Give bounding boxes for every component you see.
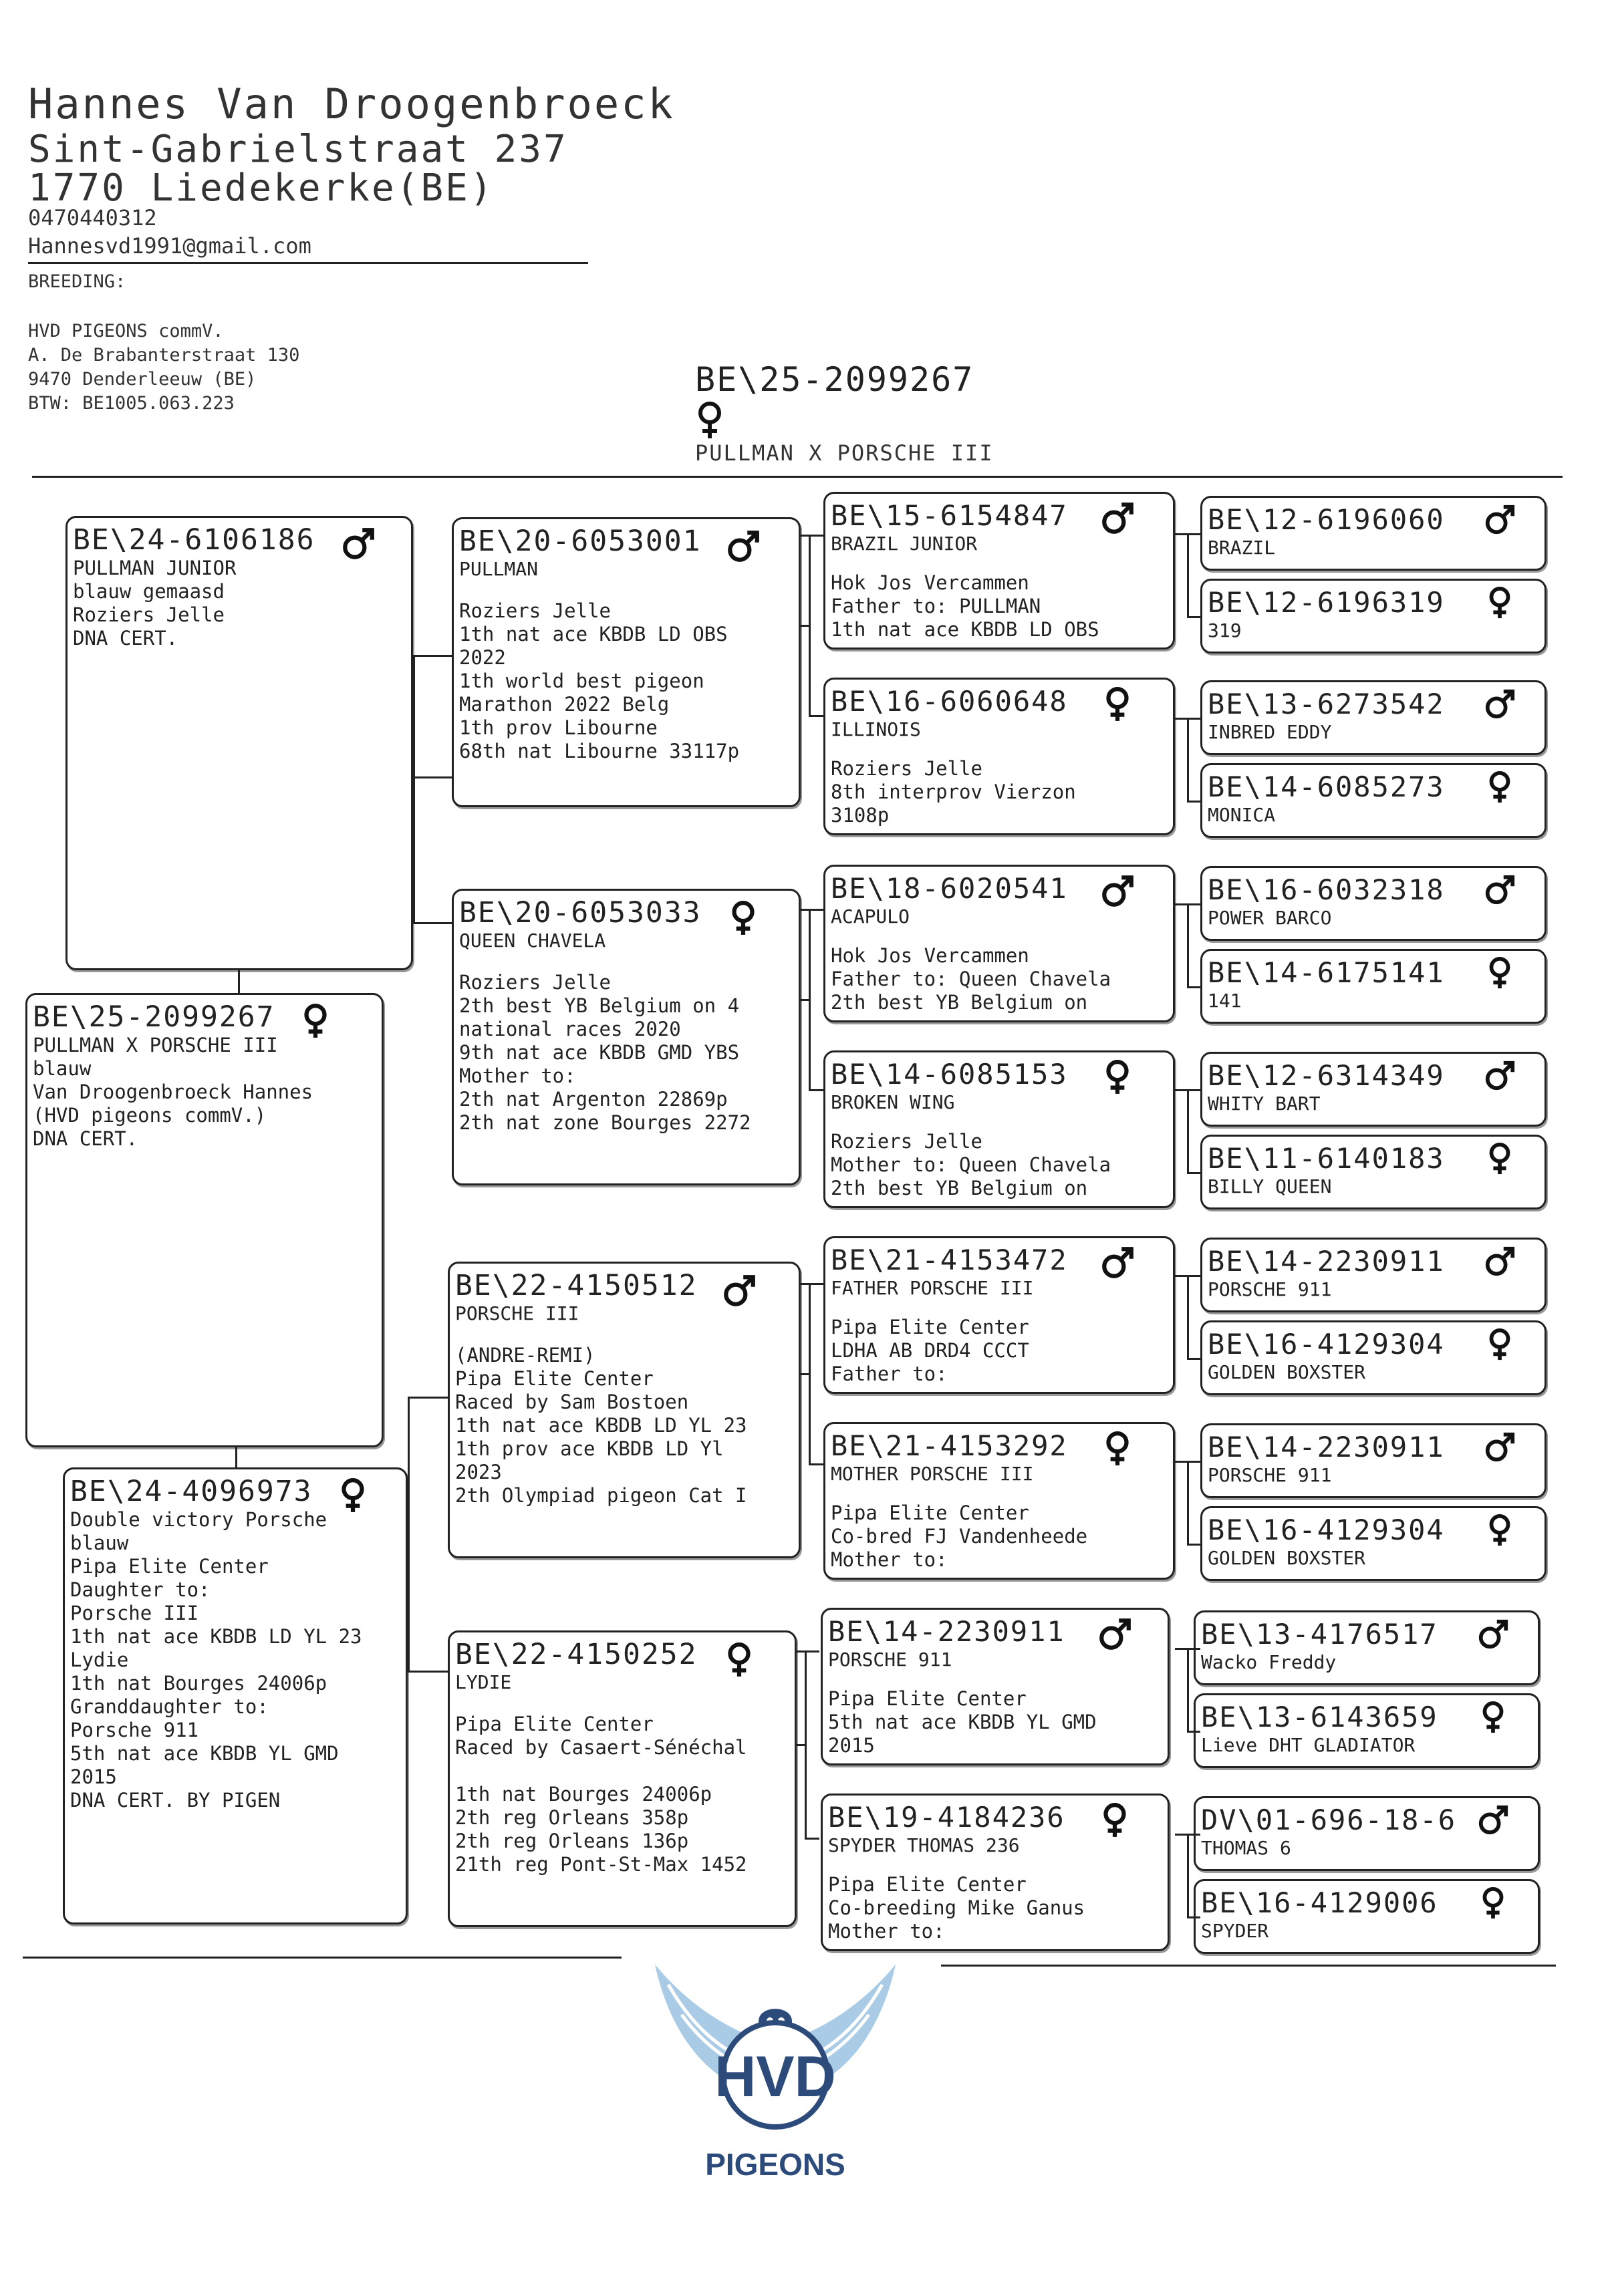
connector-line — [1187, 616, 1200, 618]
connector-line — [809, 1463, 823, 1465]
breeder-city: 1770 Liedekerke(BE) — [28, 166, 495, 210]
female-symbol-icon — [335, 1477, 371, 1514]
footer-line-right — [941, 1965, 1556, 1967]
ring-number: BE\18-6020541 — [831, 872, 1068, 905]
pedigree-detail-line: PULLMAN X PORSCHE III — [33, 1034, 278, 1056]
connector-line — [1187, 1275, 1189, 1358]
female-symbol-icon — [1483, 1514, 1516, 1547]
great-great-grandparent-card[interactable] — [1200, 763, 1547, 838]
great-grandparent-card[interactable] — [823, 865, 1175, 1022]
male-symbol-icon — [721, 1273, 757, 1309]
great-great-grandparent-card[interactable] — [1200, 1423, 1547, 1498]
pedigree-detail-line: DNA CERT. — [33, 1127, 138, 1150]
ring-number: BE\21-4153292 — [831, 1429, 1068, 1462]
pedigree-detail-line: 2th nat Argenton 22869p — [459, 1088, 728, 1111]
male-symbol-icon — [1483, 1431, 1516, 1464]
connector-line — [1175, 1275, 1188, 1277]
breeder-email[interactable]: Hannesvd1991@gmail.com — [28, 233, 311, 259]
sire-card[interactable] — [65, 516, 413, 970]
connector-line — [1187, 1172, 1200, 1174]
ring-number: BE\14-6085273 — [1208, 770, 1445, 803]
connector-line — [1175, 1089, 1188, 1091]
female-symbol-icon — [1099, 1059, 1135, 1095]
ring-number: BE\14-2230911 — [1208, 1431, 1445, 1463]
female-symbol-icon — [725, 900, 761, 936]
pedigree-detail-line: Mother to: — [831, 1548, 948, 1571]
pedigree-detail-line: blauw — [70, 1532, 129, 1554]
female-symbol-icon — [1097, 1802, 1133, 1838]
grandparent-card[interactable] — [448, 1262, 801, 1558]
pedigree-detail-line: Porsche 911 — [70, 1719, 199, 1741]
connector-line — [408, 1397, 410, 1671]
pigeon-name: INBRED EDDY — [1208, 721, 1332, 743]
great-great-grandparent-card[interactable] — [1200, 1052, 1547, 1127]
pedigree-detail-line: Hok Jos Vercammen — [831, 944, 1029, 967]
pedigree-detail-line: 1th nat ace KBDB LD OBS — [459, 623, 728, 645]
footer-line-left — [23, 1957, 622, 1959]
great-great-grandparent-card[interactable] — [1194, 1693, 1540, 1768]
pedigree-detail-line: Pipa Elite Center — [831, 1316, 1029, 1338]
pigeon-name: SPYDER THOMAS 236 — [828, 1834, 1020, 1856]
pedigree-detail-line: 1th nat Bourges 24006p — [70, 1672, 327, 1695]
connector-line — [413, 922, 452, 924]
pigeon-name: WHITY BART — [1208, 1093, 1321, 1115]
pigeon-name: 319 — [1208, 619, 1242, 641]
connector-line — [801, 1283, 823, 1285]
ring-number: BE\16-4129006 — [1201, 1886, 1438, 1919]
connector-line — [235, 1447, 237, 1467]
pigeon-name: POWER BARCO — [1208, 907, 1332, 929]
ring-number: BE\12-6196060 — [1208, 503, 1445, 536]
great-grandparent-card[interactable] — [823, 1236, 1175, 1394]
ring-number: BE\16-4129304 — [1208, 1328, 1445, 1360]
pedigree-detail-line: 1th nat Bourges 24006p — [455, 1783, 712, 1806]
pedigree-detail-line: (ANDRE-REMI) — [455, 1344, 595, 1367]
grandparent-card[interactable] — [452, 889, 801, 1185]
connector-line — [1187, 903, 1189, 986]
connector-line — [1187, 533, 1200, 535]
connector-line — [805, 1838, 819, 1840]
connector-line — [1187, 1648, 1189, 1731]
connector-line — [1187, 533, 1189, 616]
connector-line — [413, 655, 415, 922]
pedigree-detail-line: 8th interprov Vierzon — [831, 780, 1076, 803]
female-symbol-icon — [1483, 1328, 1516, 1361]
ring-number: BE\22-4150252 — [455, 1638, 698, 1671]
connector-line — [1175, 718, 1188, 720]
connector-line — [801, 535, 823, 537]
male-symbol-icon — [1476, 1804, 1510, 1837]
pedigree-detail-line: PULLMAN JUNIOR — [73, 557, 237, 579]
pedigree-detail-line: 2th best YB Belgium on — [831, 1177, 1088, 1199]
pedigree-detail-line: DNA CERT. — [73, 627, 178, 650]
pedigree-detail-line: 2015 — [70, 1765, 117, 1788]
pedigree-detail-line: 5th nat ace KBDB YL GMD — [828, 1711, 1097, 1733]
logo-caption: PIGEONS — [705, 2147, 845, 2182]
connector-line — [1175, 533, 1188, 535]
connector-line — [1187, 986, 1200, 988]
pedigree-detail-line: 2th best YB Belgium on 4 — [459, 994, 740, 1017]
pedigree-detail-line: 1th nat ace KBDB LD YL 23 — [70, 1625, 362, 1648]
pedigree-detail-line: Lydie — [70, 1648, 129, 1671]
ring-number: BE\12-6196319 — [1208, 586, 1445, 619]
ring-number: BE\13-6273542 — [1208, 688, 1445, 720]
male-symbol-icon — [1483, 873, 1516, 907]
ring-number: BE\16-4129304 — [1208, 1514, 1445, 1546]
pedigree-detail-line: Pipa Elite Center — [831, 1501, 1029, 1524]
hvd-pigeons-logo — [628, 1958, 922, 2198]
great-grandparent-card[interactable] — [821, 1608, 1170, 1765]
great-great-grandparent-card[interactable] — [1200, 1135, 1547, 1209]
connector-line — [1187, 1916, 1200, 1918]
logo-text: HVD — [714, 2045, 836, 2109]
connector-line — [413, 655, 452, 657]
great-great-grandparent-card[interactable] — [1200, 579, 1547, 654]
great-great-grandparent-card[interactable] — [1200, 680, 1547, 755]
pedigree-detail-line: Roziers Jelle — [831, 1130, 982, 1153]
ring-number: BE\11-6140183 — [1208, 1142, 1445, 1175]
ring-number: BE\16-6060648 — [831, 685, 1068, 718]
connector-line — [1175, 903, 1188, 905]
ring-number: BE\24-6106186 — [73, 523, 315, 557]
pedigree-detail-line: Pipa Elite Center — [828, 1687, 1027, 1710]
ring-number: BE\25-2099267 — [33, 1000, 275, 1034]
pedigree-detail-line: 1th nat ace KBDB LD OBS — [831, 618, 1099, 641]
male-symbol-icon — [1483, 688, 1516, 721]
female-symbol-icon — [1099, 686, 1135, 722]
ring-number: BE\19-4184236 — [828, 1801, 1065, 1834]
female-symbol-icon — [1099, 1431, 1135, 1467]
connector-line — [797, 1651, 819, 1653]
pigeon-name: FATHER PORSCHE III — [831, 1277, 1034, 1299]
pedigree-detail-line: Pipa Elite Center — [455, 1367, 654, 1390]
ring-number: BE\13-4176517 — [1201, 1618, 1438, 1651]
pedigree-detail-line: 68th nat Libourne 33117p — [459, 740, 740, 762]
connector-line — [1187, 1544, 1200, 1546]
pedigree-detail-line: Daughter to: — [70, 1578, 211, 1601]
pigeon-name: GOLDEN BOXSTER — [1208, 1361, 1366, 1383]
male-symbol-icon — [340, 526, 376, 562]
great-great-grandparent-card[interactable] — [1200, 1238, 1547, 1312]
pedigree-detail-line: Hok Jos Vercammen — [831, 571, 1029, 594]
connector-line — [1187, 718, 1189, 801]
pedigree-detail-line: 2015 — [828, 1734, 875, 1757]
female-symbol-icon — [1483, 770, 1516, 804]
pigeon-name: ACAPULO — [831, 905, 910, 927]
ring-number: BE\14-2230911 — [1208, 1245, 1445, 1278]
pigeon-name: Wacko Freddy — [1201, 1651, 1337, 1673]
pedigree-detail-line: 3108p — [831, 804, 890, 827]
pedigree-detail-line: Father to: PULLMAN — [831, 595, 1041, 617]
male-symbol-icon — [725, 529, 761, 565]
pedigree-detail-line: 1th world best pigeon — [459, 670, 704, 692]
pigeon-name: MONICA — [1208, 804, 1276, 826]
pigeon-name: LYDIE — [455, 1671, 512, 1693]
ring-number: BE\14-6175141 — [1208, 956, 1445, 989]
breeder-name: Hannes Van Droogenbroeck — [28, 80, 675, 128]
pigeon-name: SPYDER — [1201, 1920, 1269, 1942]
connector-line — [1187, 1648, 1200, 1650]
pedigree-detail-line: 2th nat zone Bourges 2272 — [459, 1111, 751, 1134]
great-great-grandparent-card[interactable] — [1194, 1796, 1540, 1871]
ring-number: BE\20-6053001 — [459, 525, 702, 558]
pedigree-detail-line: Pipa Elite Center — [455, 1713, 654, 1735]
grandparent-card[interactable] — [448, 1630, 797, 1927]
connector-line — [1187, 1461, 1200, 1463]
pedigree-detail-line: 1th prov Libourne — [459, 716, 658, 739]
male-symbol-icon — [1483, 1245, 1516, 1278]
connector-line — [408, 1671, 448, 1673]
pedigree-detail-line: 1th nat ace KBDB LD YL 23 — [455, 1414, 747, 1437]
pedigree-detail-line: 2th reg Orleans 358p — [455, 1806, 689, 1829]
great-grandparent-card[interactable] — [823, 1050, 1175, 1208]
connector-line — [1187, 1358, 1200, 1360]
male-symbol-icon — [1097, 1616, 1133, 1653]
great-great-grandparent-card[interactable] — [1200, 866, 1547, 941]
company-city: 9470 Denderleeuw (BE) — [28, 369, 257, 390]
connector-line — [1187, 1089, 1189, 1172]
breeder-street: Sint-Gabrielstraat 237 — [28, 128, 568, 171]
dam-card[interactable] — [63, 1467, 408, 1924]
ring-number: DV\01-696-18-6 — [1201, 1804, 1457, 1836]
great-great-grandparent-card[interactable] — [1200, 949, 1547, 1024]
pigeon-name: BROKEN WING — [831, 1091, 955, 1113]
pigeon-name: THOMAS 6 — [1201, 1837, 1291, 1859]
pedigree-detail-line: Mother to: — [828, 1920, 945, 1943]
pedigree-detail-line: 2023 — [455, 1461, 502, 1483]
pedigree-detail-line: 9th nat ace KBDB GMD YBS — [459, 1041, 740, 1064]
ring-number: BE\14-2230911 — [828, 1615, 1065, 1648]
great-great-grandparent-card[interactable] — [1194, 1879, 1540, 1954]
pigeon-name: QUEEN CHAVELA — [459, 929, 606, 952]
pedigree-detail-line: LDHA AB DRD4 CCCT — [831, 1339, 1029, 1362]
breeding-label: BREEDING: — [28, 271, 126, 292]
ring-number: BE\14-6085153 — [831, 1058, 1068, 1091]
pedigree-detail-line: DNA CERT. BY PIGEN — [70, 1789, 281, 1812]
company-street: A. De Brabanterstraat 130 — [28, 345, 300, 366]
connector-line — [413, 776, 452, 778]
ring-number: BE\22-4150512 — [455, 1269, 698, 1302]
connector-line — [801, 909, 823, 911]
connector-line — [1187, 718, 1200, 720]
breeder-phone: 0470440312 — [28, 205, 157, 231]
connector-line — [809, 715, 823, 717]
female-symbol-icon — [1483, 956, 1516, 990]
pedigree-detail-line: Co-bred FJ Vandenheede — [831, 1525, 1088, 1548]
connector-line — [1187, 1731, 1200, 1733]
pedigree-detail-line: Roziers Jelle — [831, 757, 982, 780]
pedigree-detail-line: 2022 — [459, 646, 506, 669]
connector-line — [1175, 1461, 1188, 1463]
ring-number: BE\15-6154847 — [831, 499, 1068, 532]
connector-line — [408, 1397, 448, 1399]
connector-line — [1187, 801, 1200, 803]
company-vat: BTW: BE1005.063.223 — [28, 393, 235, 414]
pigeon-name: PORSCHE III — [455, 1302, 579, 1324]
connector-line — [1187, 1089, 1200, 1091]
pedigree-detail-line: Mother to: Queen Chavela — [831, 1153, 1111, 1176]
great-great-grandparent-card[interactable] — [1200, 1320, 1547, 1395]
female-symbol-icon — [1483, 1142, 1516, 1175]
pedigree-detail-line: blauw — [33, 1057, 92, 1080]
male-symbol-icon — [1099, 1245, 1135, 1281]
pigeon-name: PULLMAN — [459, 558, 539, 580]
pedigree-detail-line: Van Droogenbroeck Hannes — [33, 1081, 313, 1103]
pedigree-detail-line: 21th reg Pont-St-Max 1452 — [455, 1853, 747, 1876]
pedigree-detail-line: Father to: Queen Chavela — [831, 968, 1111, 990]
male-symbol-icon — [1099, 873, 1135, 909]
connector-line — [801, 625, 810, 627]
pedigree-detail-line: Roziers Jelle — [459, 599, 611, 622]
pedigree-detail-line: Father to: — [831, 1362, 948, 1385]
male-symbol-icon — [1483, 503, 1516, 537]
pedigree-detail-line: Roziers Jelle — [459, 971, 611, 994]
pigeon-name: 141 — [1208, 990, 1242, 1012]
pedigree-detail-line: 2th best YB Belgium on — [831, 991, 1088, 1014]
pigeon-name: MOTHER PORSCHE III — [831, 1463, 1034, 1485]
female-symbol-icon — [1483, 586, 1516, 619]
female-symbol-icon — [1476, 1886, 1510, 1920]
pedigree-detail-line: national races 2020 — [459, 1018, 681, 1040]
pedigree-detail-line: 2th Olympiad pigeon Cat I — [455, 1484, 747, 1507]
ring-number: BE\24-4096973 — [70, 1475, 313, 1508]
connector-line — [801, 1373, 810, 1375]
great-grandparent-card[interactable] — [823, 1422, 1175, 1580]
pedigree-detail-line: blauw gemaasd — [73, 580, 225, 603]
pedigree-detail-line: Pipa Elite Center — [70, 1555, 269, 1578]
pedigree-detail-line: 5th nat ace KBDB YL GMD — [70, 1742, 339, 1765]
great-great-grandparent-card[interactable] — [1200, 1506, 1547, 1581]
connector-line — [801, 999, 810, 1001]
connector-line — [1187, 1461, 1189, 1544]
pedigree-detail-line: Marathon 2022 Belg — [459, 693, 670, 716]
pedigree-detail-line: (HVD pigeons commV.) — [33, 1104, 267, 1127]
company-name: HVD PIGEONS commV. — [28, 321, 224, 341]
pedigree-detail-line: Raced by Sam Bostoen — [455, 1391, 689, 1413]
connector-line — [1175, 1648, 1188, 1650]
pigeon-name: BRAZIL — [1208, 537, 1276, 559]
pedigree-detail-line: Porsche III — [70, 1602, 199, 1624]
pedigree-detail-line: Mother to: — [459, 1064, 576, 1087]
great-grandparent-card[interactable] — [823, 678, 1175, 835]
connector-line — [1187, 1275, 1200, 1277]
ring-number: BE\21-4153472 — [831, 1244, 1068, 1276]
male-symbol-icon — [1483, 1059, 1516, 1093]
pigeon-name: BILLY QUEEN — [1208, 1175, 1332, 1197]
pedigree-detail-line: Double victory Porsche — [70, 1508, 327, 1531]
ring-number: BE\12-6314349 — [1208, 1059, 1445, 1092]
pedigree-detail-line: Granddaughter to: — [70, 1695, 269, 1718]
great-grandparent-card[interactable] — [821, 1793, 1170, 1951]
connector-line — [1187, 1834, 1200, 1836]
female-symbol-icon — [1476, 1701, 1510, 1734]
male-symbol-icon — [1476, 1618, 1510, 1651]
pedigree-detail-line: Pipa Elite Center — [828, 1873, 1027, 1896]
female-symbol-icon — [721, 1642, 757, 1678]
subject-ring-header: BE\25-2099267 — [695, 360, 974, 399]
pedigree-detail-line: Co-breeding Mike Ganus — [828, 1896, 1085, 1919]
female-symbol-icon — [297, 1003, 333, 1039]
connector-line — [238, 970, 240, 993]
pigeon-name: PORSCHE 911 — [1208, 1278, 1332, 1300]
ring-number: BE\13-6143659 — [1201, 1701, 1438, 1733]
pigeon-name: Lieve DHT GLADIATOR — [1201, 1734, 1416, 1756]
pedigree-detail-line: 2th reg Orleans 136p — [455, 1830, 689, 1852]
connector-line — [1175, 1834, 1188, 1836]
pedigree-detail-line: 1th prov ace KBDB LD Yl — [455, 1437, 724, 1460]
subject-name-header: PULLMAN X PORSCHE III — [695, 440, 994, 466]
pigeon-name: GOLDEN BOXSTER — [1208, 1547, 1366, 1569]
pigeon-name: PORSCHE 911 — [828, 1648, 952, 1671]
pigeon-name: BRAZIL JUNIOR — [831, 533, 978, 555]
grandparent-card[interactable] — [452, 517, 801, 807]
pedigree-detail-line: Raced by Casaert-Sénéchal — [455, 1736, 747, 1759]
great-great-grandparent-card[interactable] — [1194, 1610, 1540, 1685]
connector-line — [809, 1089, 823, 1091]
pigeon-name: PORSCHE 911 — [1208, 1464, 1332, 1486]
subject-card[interactable] — [25, 993, 384, 1447]
great-great-grandparent-card[interactable] — [1200, 496, 1547, 571]
connector-line — [1187, 903, 1200, 905]
connector-line — [1187, 1834, 1189, 1916]
pedigree-detail-line: Roziers Jelle — [73, 603, 225, 626]
ring-number: BE\16-6032318 — [1208, 873, 1445, 906]
male-symbol-icon — [1099, 500, 1135, 537]
pigeon-name: ILLINOIS — [831, 718, 921, 740]
ring-number: BE\20-6053033 — [459, 896, 702, 929]
great-grandparent-card[interactable] — [823, 492, 1175, 650]
connector-line — [797, 1744, 806, 1746]
